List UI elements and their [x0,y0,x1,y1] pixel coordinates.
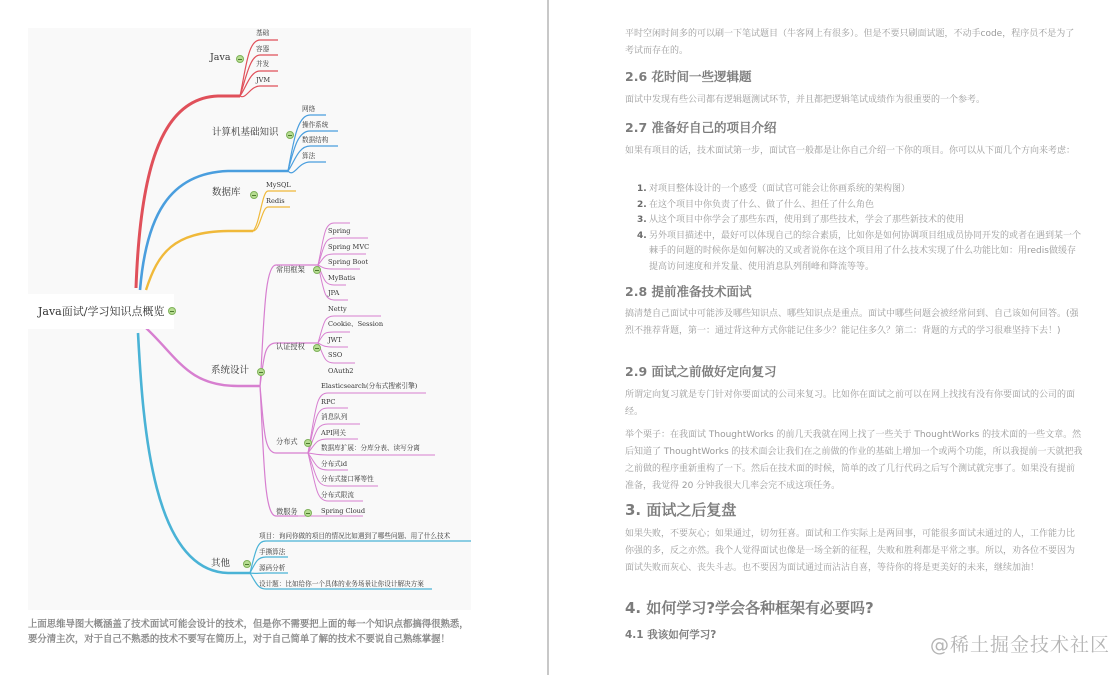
node-os[interactable]: 操作系统 [302,121,329,129]
branch-database[interactable]: 数据库 [212,187,241,198]
project-tips-list [637,182,1083,275]
node-design-question[interactable]: 设计题：比如给你一个具体的业务场景让你设计解决方案 [259,580,424,588]
node-mybatis[interactable]: MyBatis [328,274,356,282]
node-algorithms[interactable]: 算法 [302,152,316,160]
node-distributed-id[interactable]: 分布式id [321,460,348,468]
heading-2-8: 2.8 提前准备技术面试 [625,284,752,299]
list-item: 3. 从这个项目中你学会了那些东西，使用到了那些技术，学会了那些新技术的使用 [637,215,965,225]
collapse-db-toggle-icon[interactable] [250,191,258,199]
collapse-system-toggle-icon[interactable] [257,368,265,376]
collapse-java-toggle-icon[interactable] [236,55,244,63]
node-source-analysis[interactable]: 源码分析 [259,564,286,572]
collapse-micro-toggle-icon[interactable] [304,509,312,517]
group-microservices[interactable]: 微服务 [276,507,298,516]
branch-system-design[interactable]: 系统设计 [211,365,250,376]
collapse-frameworks-toggle-icon[interactable] [313,266,321,274]
collapse-root-toggle-icon[interactable] [168,307,176,315]
list-item: 1. 对项目整体设计的一个感受（面试官可能会让你画系统的架构图） [637,184,911,194]
paragraph-2-7: 如果有项目的话，技术面试第一步，面试官一般都是让你自己介绍一下你的项目。你可以从下面几个方向来考虑： [625,146,1076,156]
node-spring-mvc[interactable]: Spring MVC [328,243,370,251]
node-db-sharding[interactable]: 数据库扩展：分库分表、读写分离 [321,444,420,452]
paragraph-2-8: 搞清楚自己面试中可能涉及哪些知识点、哪些知识点是重点。面试中哪些问题会被经常问到、自己该如何回答。(强烈不推荐背题，第一：通过背这种方式你能记住多少？能记住多久？第二：背题的方式的学习很难坚持下去！) [625,309,1079,336]
node-java-collections[interactable]: 容器 [256,45,270,53]
heading-4-1: 4.1 我该如何学习? [625,629,717,641]
node-message-queue[interactable]: 消息队列 [321,413,348,421]
node-java-basics[interactable]: 基础 [256,29,270,37]
group-distributed[interactable]: 分布式 [276,437,298,446]
node-api-gateway[interactable]: API网关 [321,429,346,437]
node-jpa[interactable]: JPA [328,289,340,297]
node-rpc[interactable]: RPC [321,398,336,406]
paragraph-3: 如果失败，不要灰心；如果通过，切勿狂喜。面试和工作实际上是两回事，可能很多面试未通过的人，工作能力比你强的多，反之亦然。我个人觉得面试也像是一场全新的征程，失败和胜利都是平常之事。所以，劝各位不要因为面试失败而灰心、丧失斗志。也不要因为面试通过而沾沾自喜，等待你的将是更美好的未来，继续加油！ [625,529,1076,573]
node-netty[interactable]: Netty [328,305,347,313]
collapse-auth-toggle-icon[interactable] [313,344,321,352]
collapse-distributed-toggle-icon[interactable] [304,439,312,447]
mindmap-root[interactable]: Java面试/学习知识点概览 [28,294,174,329]
node-redis[interactable]: Redis [266,197,285,205]
collapse-cs-toggle-icon[interactable] [286,131,294,139]
node-network[interactable]: 网络 [302,105,316,113]
group-auth[interactable]: 认证授权 [276,342,305,351]
node-java-concurrency[interactable]: 并发 [256,60,270,68]
list-item: 2. 在这个项目中你负责了什么、做了什么、担任了什么角色 [637,199,875,210]
watermark: @稀土掘金技术社区 [930,634,1111,656]
branch-java[interactable]: Java [210,52,231,63]
heading-4: 4. 如何学习?学会各种框架有必要吗? [625,599,874,617]
paragraph-2-6: 面试中发现有些公司都有逻辑题测试环节，并且都把逻辑笔试成绩作为很重要的一个参考。 [625,95,986,105]
node-spring[interactable]: Spring [328,227,351,235]
heading-3: 3. 面试之后复盘 [625,501,737,519]
paragraph-2-9a: 所谓定向复习就是专门针对你要面试的公司来复习。比如你在面试之前可以在网上找找有没有你要面试的公司的面经。 [625,390,1076,417]
node-cookie-session[interactable]: Cookie、Session [328,320,384,328]
mindmap-caption: 上面思维导图大概涵盖了技术面试可能会设计的技术，但是你不需要把上面的每一个知识点都搞得很熟悉，要分清主次，对于自己不熟悉的技术不要写在简历上，对于自己简单了解的技术不要说自己熟练掌握！ [28,619,469,645]
node-data-structures[interactable]: 数据结构 [302,136,329,144]
node-java-jvm[interactable]: JVM [256,76,271,84]
heading-2-9: 2.9 面试之前做好定向复习 [625,364,777,379]
node-spring-cloud[interactable]: Spring Cloud [321,507,366,515]
branch-cs-fundamentals[interactable]: 计算机基础知识 [212,127,279,138]
node-spring-boot[interactable]: Spring Boot [328,258,368,266]
node-mysql[interactable]: MySQL [266,181,291,189]
node-jwt[interactable]: JWT [328,336,342,344]
group-frameworks[interactable]: 常用框架 [276,265,305,274]
branch-other[interactable]: 其他 [211,558,231,569]
node-handwritten-algorithm[interactable]: 手撕算法 [259,548,286,556]
mindmap [28,28,471,610]
left-page [0,0,547,675]
paragraph-2-9b: 举个栗子：在我面试 ThoughtWorks 的前几天我就在网上找了一些关于 ThoughtWorks 的技术面的一些文章。然后知道了 ThoughtWorks 的技术面会让我们在之前做的作业的基础上增加一个或两个功能，所以我提前一天就把我之前做的程序重新重构了一下。然后在技术面的时候，简单的改了几行代码之后写个测试就完事了。如果没有提前准备，我觉得 20 分钟我很大几率会完不成这项任务。 [625,430,1083,491]
node-oauth2[interactable]: OAuth2 [328,367,354,375]
collapse-other-toggle-icon[interactable] [243,560,251,568]
node-project[interactable]: 项目：询问你做的项目的情况比如遇到了哪些问题、用了什么技术 [259,532,451,540]
heading-2-7: 2.7 准备好自己的项目介绍 [625,120,777,135]
heading-2-6: 2.6 花时间一些逻辑题 [625,69,752,84]
paragraph-intro: 平时空闲时间多的可以刷一下笔试题目（牛客网上有很多）。但是不要只刷面试题，不动手code，程序员不是为了考试而存在的。 [625,29,1075,56]
node-idempotency[interactable]: 分布式接口幂等性 [321,475,374,483]
node-rate-limiting[interactable]: 分布式限流 [321,491,354,499]
list-item: 4. 另外项目描述中，最好可以体现自己的综合素质，比如你是如何协调项目组成员协同开发的或者在遇到某一个棘手的问题的时候你是如何解决的又或者说你在这个项目用了什么技术实现了什么功能比如：用redis做缓存提高访问速度和并发量、使用消息队列削峰和降流等等。 [637,230,1082,272]
node-sso[interactable]: SSO [328,351,343,359]
node-elasticsearch[interactable]: Elasticsearch(分布式搜索引擎) [321,382,418,390]
